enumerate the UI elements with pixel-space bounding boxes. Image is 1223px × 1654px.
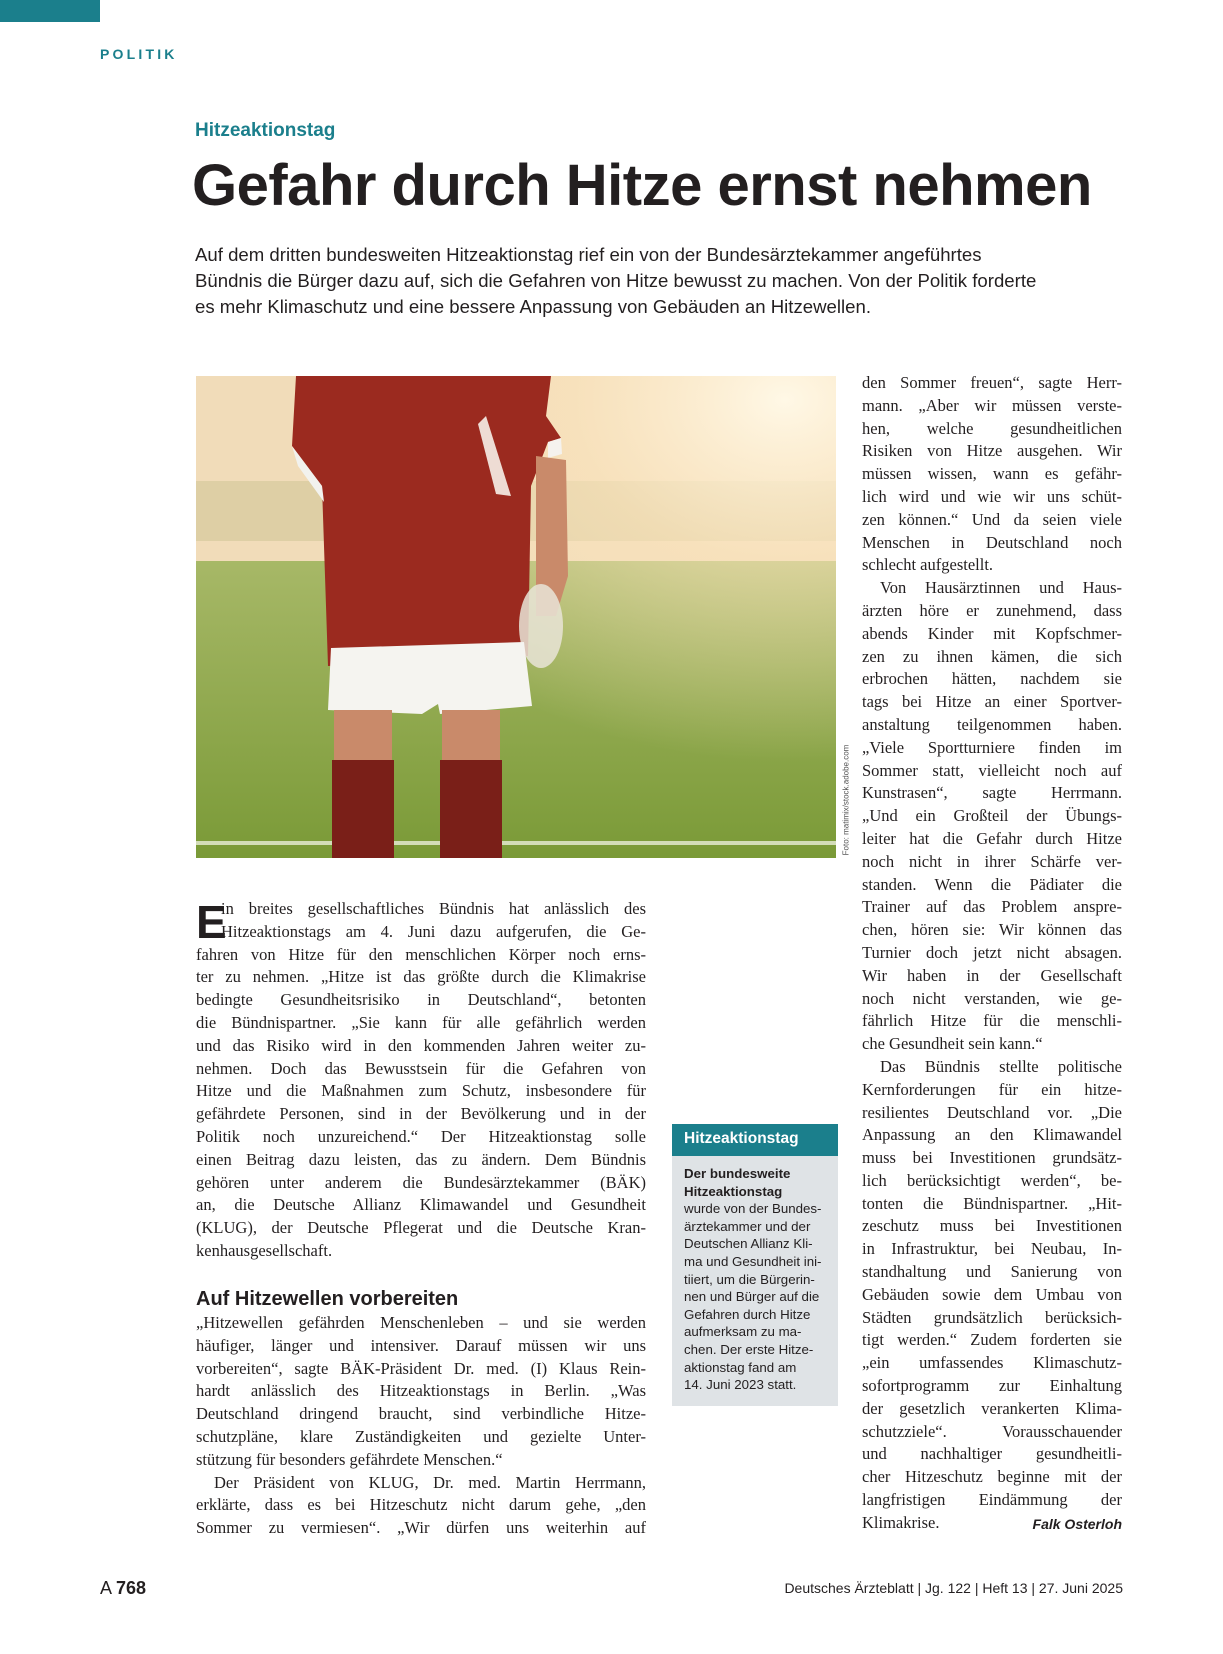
body-line: Von Hausärztinnen und Haus- [880, 578, 1122, 598]
body-line: tigt werden.“ Zudem forderten sie [862, 1330, 1122, 1350]
body-line: lich berücksichtigt werden“, be- [862, 1170, 1122, 1190]
body-line: tags bei Hitze an einer Sportver- [862, 692, 1122, 712]
body-line: Das Bündnis stellte politische [880, 1056, 1122, 1076]
body-line: „Hitzewellen gefährden Menschenleben – und sie werden [196, 1313, 646, 1332]
body-line: und nachhaltiger gesundheitli- [862, 1444, 1122, 1464]
article-column-3 [862, 372, 1122, 1535]
info-box-line: wurde von der Bundes- [684, 1201, 822, 1217]
body-line: einen Beitrag dazu leisten, das zu ändern. Dem Bündnis [196, 1149, 646, 1169]
info-box-line: nen und Bürger auf die [684, 1289, 820, 1305]
body-line: vorbereiten“, sagte BÄK-Präsident Dr. med. (I) Klaus Rein- [196, 1358, 646, 1378]
body-line: den Sommer freuen“, sagte Herr- [862, 373, 1122, 392]
body-line: stützung für besonders gefährdete Menschen.“ [196, 1449, 503, 1469]
body-line: Gebäuden sowie dem Umbau von [862, 1284, 1122, 1304]
article-lead [195, 242, 1095, 320]
info-box-line: Gefahren durch Hitze [684, 1306, 811, 1322]
info-box-line: tiiert, um die Bürgerin- [684, 1271, 815, 1287]
page-prefix: A [100, 1578, 112, 1598]
body-line: muss bei Investitionen grundsätz- [862, 1148, 1122, 1168]
body-line: schutzziele“. Vorausschauender [862, 1421, 1122, 1441]
info-box-title: Hitzeaktionstag [672, 1124, 838, 1156]
drop-cap: E [196, 896, 227, 948]
body-line: schutzpläne, klare Zuständigkeiten und gezielte Unter- [196, 1426, 646, 1446]
info-box-bold-line: Der bundesweite [684, 1166, 791, 1181]
body-line: erklärte, dass es bei Hitzeschutz nicht darum gehe, „den [196, 1495, 646, 1515]
body-line: Risiken von Hitze ausgehen. Wir [862, 441, 1122, 461]
article-kicker: Hitzeaktionstag [195, 120, 336, 141]
body-line: Sommer zu vermiesen“. „Wir dürfen uns weiterhin auf [196, 1518, 646, 1538]
body-line: in breites gesellschaftliches Bündnis hat anlässlich des [221, 899, 646, 918]
body-line: Politik noch unzureichend.“ Der Hitzeaktionstag solle [196, 1126, 646, 1146]
body-line: gefährdete Personen, sind in der Bevölkerung und in der [196, 1104, 646, 1124]
body-line: ärzten höre er zunehmend, dass [862, 600, 1122, 620]
info-box-body [672, 1156, 838, 1406]
body-line: Trainer auf das Problem anspre- [862, 897, 1122, 917]
body-line: Deutschland dringend braucht, sind verbindliche Hitze- [196, 1404, 646, 1424]
body-line: in Infrastruktur, bei Neubau, In- [862, 1239, 1122, 1259]
body-line: schlecht aufgestellt. [862, 555, 994, 575]
body-line: müssen wissen, wann es gefähr- [862, 464, 1122, 484]
body-line: langfristigen Eindämmung der [862, 1490, 1122, 1510]
body-line: „ein umfassendes Klimaschutz- [862, 1353, 1122, 1373]
body-line: ter zu nehmen. „Hitze ist das größte durch die Klimakrise [196, 967, 646, 987]
soccer-player-illustration [196, 376, 836, 858]
body-line: standhaltung und Sanierung von [862, 1262, 1122, 1282]
body-line: Anpassung an den Klimawandel [862, 1125, 1122, 1145]
body-line: nehmen. Doch das Bewusstsein für die Gefahren von [196, 1058, 646, 1078]
body-line: standen. Wenn die Pädiater die [862, 874, 1122, 894]
body-line: Der Präsident von KLUG, Dr. med. Martin Herrmann, [214, 1472, 646, 1492]
body-line: Städten grundsätzlich berücksich- [862, 1307, 1122, 1327]
article-headline: Gefahr durch Hitze ernst nehmen [192, 153, 1092, 218]
body-line: cher Hitzeschutz beginne mit der [862, 1467, 1122, 1487]
lead-line: es mehr Klimaschutz und eine bessere Anpassung von Gebäuden an Hitzewellen. [195, 296, 871, 317]
body-line: sofortprogramm zur Einhaltung [862, 1376, 1122, 1396]
body-line: erbrochen hätten, nachdem sie [862, 669, 1122, 689]
article-column-1 [196, 898, 646, 1263]
body-line: Wir haben in der Gesellschaft [862, 965, 1122, 985]
body-line: abends Kinder mit Kopfschmer- [862, 623, 1122, 643]
body-line: Sommer statt, vielleicht noch auf [862, 760, 1122, 780]
body-line: Hitzeaktionstags am 4. Juni dazu aufgerufen, die Ge- [221, 921, 646, 941]
body-line: leiter hat die Gefahr durch Hitze [862, 828, 1122, 848]
info-box-line: aktionstag fand am [684, 1359, 797, 1375]
body-line: zeschutz muss bei Investitionen [862, 1216, 1122, 1236]
body-line: fährlich Hitze für die menschli- [862, 1011, 1122, 1031]
body-line: chen, hören sie: Wir können das [862, 920, 1122, 940]
body-line: „Und ein Großteil der Übungs- [862, 806, 1122, 826]
body-line: fahren von Hitze für den menschlichen Körper noch erns- [196, 944, 646, 964]
body-line: der gesetzlich verankerten Klima- [862, 1398, 1122, 1418]
body-line: hen, welche gesundheitlichen [862, 418, 1122, 438]
body-line: bedingte Gesundheitsrisiko in Deutschland“, betonten [196, 990, 646, 1010]
body-line: Kunstrasen“, sagte Herrmann. [862, 783, 1122, 803]
lead-line: Bündnis die Bürger dazu auf, sich die Gefahren von Hitze bewusst zu machen. Von der Politik forderte [195, 270, 1037, 291]
info-box-line: ma und Gesundheit ini- [684, 1253, 822, 1269]
info-box-line: 14. Juni 2023 statt. [684, 1377, 797, 1393]
body-line: zen können.“ Und da seien viele [862, 509, 1122, 529]
article-photo [196, 376, 836, 858]
body-line: anstaltung teilgenommen haben. [862, 714, 1122, 734]
body-line: häufiger, länger und intensiver. Darauf müssen wir uns [196, 1335, 646, 1355]
body-line: noch nicht verstanden, wie ge- [862, 988, 1122, 1008]
page-number-value: 768 [116, 1578, 147, 1598]
body-line: mann. „Aber wir müssen verste- [862, 395, 1122, 415]
body-line: und das Risiko wird in den kommenden Jahren weiter zu- [196, 1035, 646, 1055]
body-line: resilientes Deutschland vor. „Die [862, 1102, 1122, 1122]
body-line: Menschen in Deutschland noch [862, 532, 1122, 552]
info-box-bold-line: Hitzeaktionstag [684, 1183, 783, 1199]
body-line: Klimakrise. [862, 1512, 940, 1532]
article-subhead: Auf Hitzewellen vorbereiten [196, 1288, 459, 1310]
lead-line: Auf dem dritten bundesweiten Hitzeaktionstag rief ein von der Bundesärztekammer angeführtes [195, 244, 982, 265]
info-box-line: Deutschen Allianz Kli- [684, 1236, 813, 1252]
publication-footer: Deutsches Ärzteblatt | Jg. 122 | Heft 13 | 27. Juni 2025 [784, 1580, 1123, 1596]
body-line: zen zu ihnen kämen, die sich [862, 646, 1122, 666]
body-line: che Gesundheit sein kann.“ [862, 1034, 1043, 1054]
info-box-line: aufmerksam zu ma- [684, 1324, 802, 1340]
page-number [100, 1578, 146, 1599]
body-line: „Viele Sportturniere finden im [862, 737, 1122, 757]
info-box [672, 1124, 838, 1406]
article-column-1-continued [196, 1312, 646, 1540]
body-line: Kernforderungen für ein hitze- [862, 1079, 1122, 1099]
article-author: Falk Osterloh [1032, 1515, 1122, 1532]
body-line: kenhausgesellschaft. [196, 1240, 333, 1260]
section-label: POLITIK [100, 46, 178, 62]
photo-credit: Foto: matimix/stock.adobe.com [841, 744, 851, 856]
last-line-with-author [862, 1512, 1122, 1535]
body-line: (KLUG), der Deutsche Pflegerat und die Deutsche Kran- [196, 1218, 646, 1238]
body-line: hardt anlässlich des Hitzeaktionstags in Berlin. „Was [196, 1381, 646, 1401]
body-line: an, die Deutsche Allianz Klimawandel und Gesundheit [196, 1195, 646, 1215]
body-line: Turnier doch jetzt nicht absagen. [862, 942, 1122, 962]
section-color-tab [0, 0, 100, 22]
body-line: gehören unter anderem die Bundesärztekammer (BÄK) [196, 1172, 646, 1192]
body-line: die Bündnispartner. „Sie kann für alle gefährlich werden [196, 1012, 646, 1032]
body-line: noch nicht in ihrer Schärfe ver- [862, 851, 1122, 871]
info-box-line: chen. Der erste Hitze- [684, 1341, 814, 1357]
body-line: lich wird und wie wir uns schüt- [862, 486, 1122, 506]
body-line: Hitze und die Maßnahmen zum Schutz, insbesondere für [196, 1081, 646, 1101]
body-line: tonten die Bündnispartner. „Hit- [862, 1193, 1122, 1213]
info-box-line: ärztekammer und der [684, 1218, 811, 1234]
